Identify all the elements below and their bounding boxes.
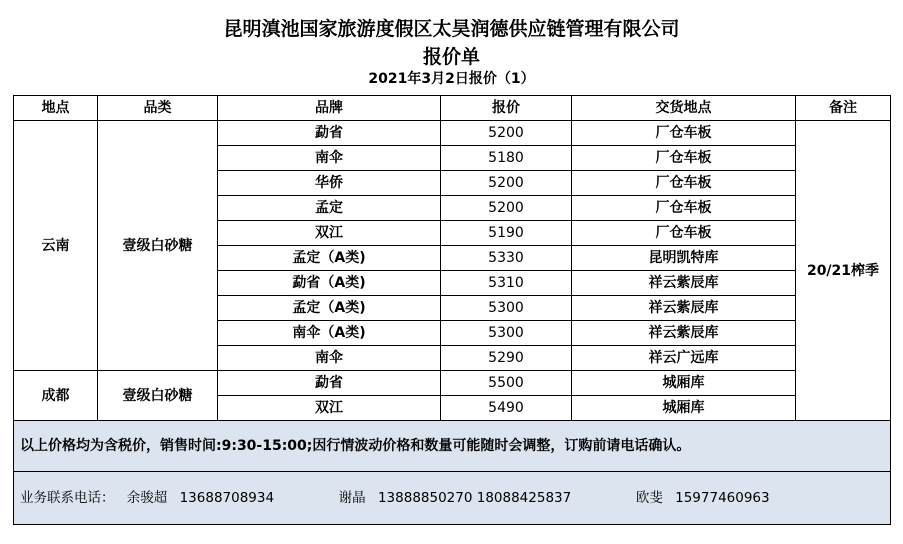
delivery-cell: 祥云广远库 (572, 346, 796, 371)
brand-cell: 勐省 (218, 371, 441, 396)
table-header-row (14, 96, 891, 121)
brand-cell: 南伞（A类) (218, 321, 441, 346)
price-cell: 5310 (441, 271, 572, 296)
price-cell: 5330 (441, 246, 572, 271)
table-row (14, 371, 891, 396)
delivery-cell: 祥云紫辰库 (572, 296, 796, 321)
brand-cell: 勐省（A类) (218, 271, 441, 296)
delivery-cell: 祥云紫辰库 (572, 271, 796, 296)
delivery-cell: 城厢库 (572, 371, 796, 396)
column-header: 地点 (14, 96, 98, 121)
delivery-cell: 厂仓车板 (572, 221, 796, 246)
price-cell: 5200 (441, 171, 572, 196)
brand-cell: 双江 (218, 221, 441, 246)
quote-date: 2021年3月2日报价（1） (368, 71, 535, 87)
location-cell: 云南 (14, 121, 98, 371)
company-name: 昆明滇池国家旅游度假区太昊润德供应链管理有限公司 (223, 18, 680, 40)
delivery-cell: 厂仓车板 (572, 121, 796, 146)
location-cell: 成都 (14, 371, 98, 421)
pricing-note: 以上价格均为含税价，销售时间:9:30-15:00;因行情波动价格和数量可能随时会调整，订购前请电话确认。 (14, 421, 891, 472)
price-cell: 5300 (441, 321, 572, 346)
price-cell: 5180 (441, 146, 572, 171)
brand-cell: 孟定（A类) (218, 296, 441, 321)
delivery-cell: 厂仓车板 (572, 171, 796, 196)
column-header: 品类 (98, 96, 218, 121)
contact-name: 谢晶 (338, 490, 366, 506)
delivery-cell: 城厢库 (572, 396, 796, 421)
delivery-cell: 厂仓车板 (572, 196, 796, 221)
contact-row (14, 472, 891, 525)
category-cell: 壹级白砂糖 (98, 371, 218, 421)
contact-info (14, 472, 891, 525)
price-cell: 5300 (441, 296, 572, 321)
delivery-cell: 昆明凯特库 (572, 246, 796, 271)
document-title: 报价单 (422, 46, 480, 68)
brand-cell: 孟定 (218, 196, 441, 221)
price-quote-table (13, 95, 891, 525)
brand-cell: 华侨 (218, 171, 441, 196)
table-row (14, 121, 891, 146)
remark-cell: 20/21榨季 (796, 121, 891, 421)
brand-cell: 勐省 (218, 121, 441, 146)
delivery-cell: 厂仓车板 (572, 146, 796, 171)
contact-name: 余骏超 (126, 490, 168, 506)
column-header: 交货地点 (572, 96, 796, 121)
price-cell: 5490 (441, 396, 572, 421)
column-header: 品牌 (218, 96, 441, 121)
contact-name: 欧斐 (635, 490, 663, 506)
brand-cell: 南伞 (218, 146, 441, 171)
price-cell: 5200 (441, 121, 572, 146)
brand-cell: 南伞 (218, 346, 441, 371)
price-cell: 5500 (441, 371, 572, 396)
price-cell: 5200 (441, 196, 572, 221)
delivery-cell: 祥云紫辰库 (572, 321, 796, 346)
category-cell: 壹级白砂糖 (98, 121, 218, 371)
column-header: 报价 (441, 96, 572, 121)
contact-phone: 13888850270 18088425837 (377, 490, 572, 506)
contact-phone: 15977460963 (675, 490, 770, 506)
contact-phone: 13688708934 (179, 490, 275, 506)
column-header: 备注 (796, 96, 891, 121)
brand-cell: 孟定（A类) (218, 246, 441, 271)
note-row (14, 421, 891, 472)
brand-cell: 双江 (218, 396, 441, 421)
contact-label: 业务联系电话： (20, 490, 115, 506)
price-cell: 5190 (441, 221, 572, 246)
price-cell: 5290 (441, 346, 572, 371)
